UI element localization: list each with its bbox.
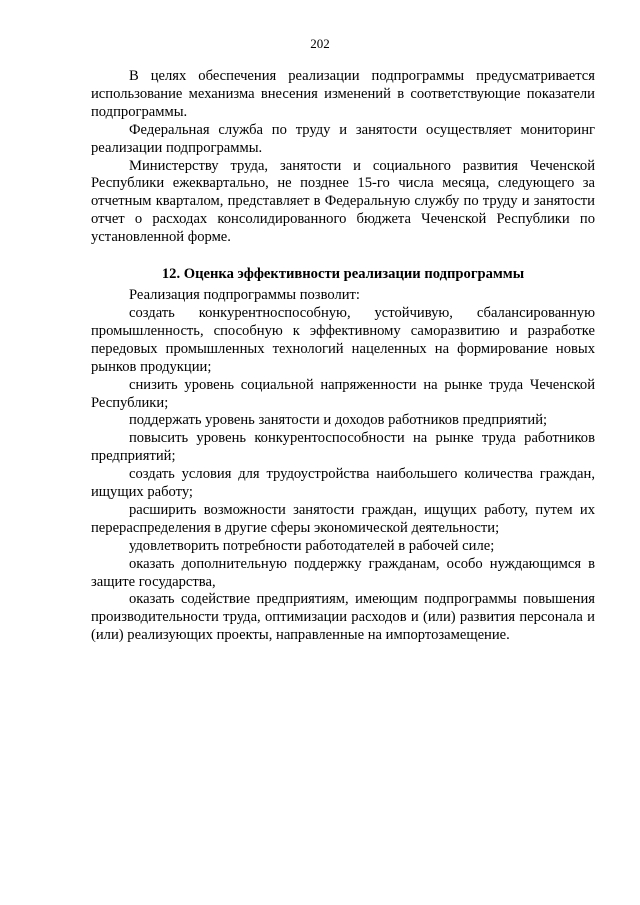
- section-lead: Реализация подпрограммы позволит:: [129, 287, 360, 304]
- section-heading: 12. Оценка эффективности реализации подпрограммы: [161, 266, 525, 283]
- list-item: удовлетворить потребности работодателей в рабочей силе;: [129, 537, 495, 554]
- page-number: 202: [310, 36, 330, 51]
- list-item: повысить уровень конкурентоспособности на рынке труда работников предприятий;: [91, 430, 595, 465]
- intro-paragraph-2: Федеральная служба по труду и занятости осуществляет мониторинг реализации подпрограммы.: [91, 121, 595, 156]
- list-item: создать конкурентноспособную, устойчивую, сбалансированную промышленность, способную к эффективному саморазвитию и разработке передовых промышленных технологий нацеленных на формирование новых рынков продукции;: [91, 304, 595, 375]
- list-item: оказать дополнительную поддержку гражданам, особо нуждающимся в защите государства,: [91, 555, 595, 590]
- list-item: снизить уровень социальной напряженности на рынке труда Чеченской Республики;: [91, 376, 595, 411]
- document-body: [91, 68, 595, 645]
- list-item: поддержать уровень занятости и доходов работников предприятий;: [129, 412, 548, 429]
- list-item: расширить возможности занятости граждан, ищущих работу, путем их перераспределения в другие сферы экономической деятельности;: [91, 501, 595, 536]
- intro-paragraph-1: В целях обеспечения реализации подпрограммы предусматривается использование механизма внесения изменений в соответствующие показатели подпрограммы.: [91, 68, 595, 120]
- list-item: создать условия для трудоустройства наибольшего количества граждан, ищущих работу;: [91, 466, 595, 501]
- intro-paragraph-3: Министерству труда, занятости и социального развития Чеченской Республики ежеквартально, не позднее 15-го числа месяца, следующего за отчетным кварталом, представляет в Федеральную службу по труду и занятости отчет о расходах консолидированного бюджета Чеченской Республики по установленной форме.: [91, 157, 595, 246]
- list-item: оказать содействие предприятиям, имеющим подпрограммы повышения производительности труда, оптимизации расходов и (или) развития персонала и (или) реализующих проекты, направленные на импортозамещение.: [91, 591, 595, 644]
